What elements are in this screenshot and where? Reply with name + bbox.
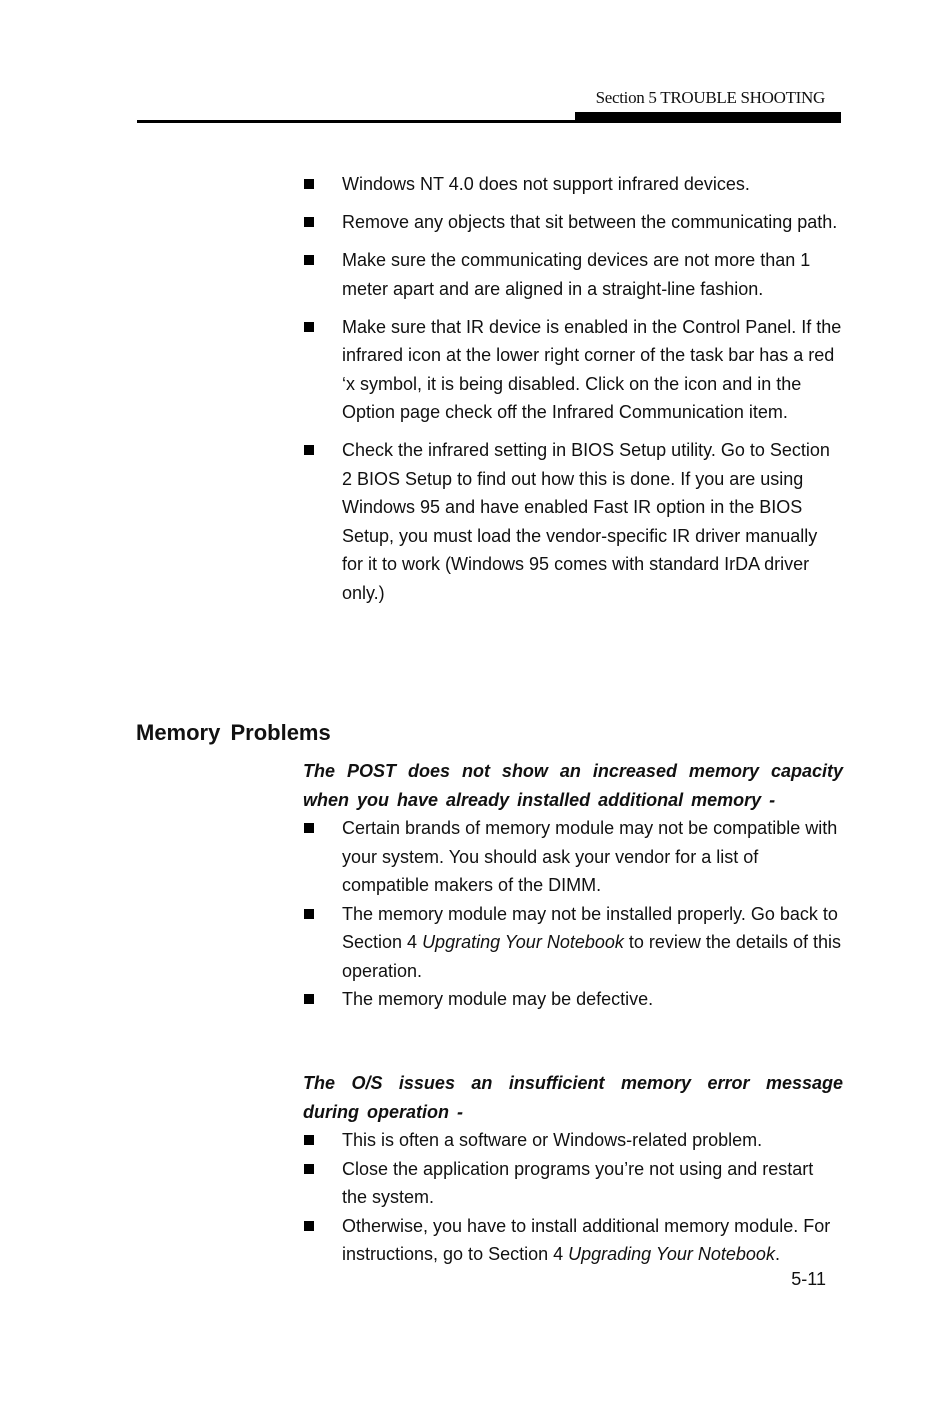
infrared-bullet-list bbox=[303, 170, 843, 607]
post-bullet-list bbox=[303, 814, 843, 1014]
list-item: This is often a software or Windows-related problem. bbox=[303, 1126, 843, 1155]
list-item: Make sure that IR device is enabled in the Control Panel. If the infrared icon at the lower right corner of the task bar has a red ‘x symbol, it is being disabled. Click on the icon and in the Option page check off the Infrared Communication item. bbox=[303, 313, 843, 427]
square-bullet-icon bbox=[304, 255, 314, 265]
square-bullet-icon bbox=[304, 217, 314, 227]
square-bullet-icon bbox=[304, 322, 314, 332]
list-item: The memory module may not be installed properly. Go back to Section 4 Upgrating Your Notebook to review the details of this operation. bbox=[303, 900, 843, 986]
page-number: 5-11 bbox=[791, 1269, 826, 1289]
square-bullet-icon bbox=[304, 909, 314, 919]
infrared-tips bbox=[303, 170, 843, 617]
header-rule-thin bbox=[137, 120, 577, 123]
list-item: Check the infrared setting in BIOS Setup utility. Go to Section 2 BIOS Setup to find out how this is done. If you are using Windows 95 and have enabled Fast IR option in the BIOS Setup, you must load the vendor-specific IR driver manually for it to work (Windows 95 comes with standard IrDA driver only.) bbox=[303, 436, 843, 607]
problem-heading-post: The POST does not show an increased memory capacity when you have already installed additional memory - bbox=[303, 761, 843, 810]
square-bullet-icon bbox=[304, 1164, 314, 1174]
os-bullet-list bbox=[303, 1126, 843, 1269]
list-item: Close the application programs you’re not using and restart the system. bbox=[303, 1155, 843, 1212]
square-bullet-icon bbox=[304, 1221, 314, 1231]
header-rule-thick bbox=[575, 112, 841, 123]
square-bullet-icon bbox=[304, 179, 314, 189]
square-bullet-icon bbox=[304, 445, 314, 455]
list-item: Make sure the communicating devices are not more than 1 meter apart and are aligned in a straight-line fashion. bbox=[303, 246, 843, 303]
memory-problems-heading: Memory Problems bbox=[136, 720, 331, 745]
list-item: Windows NT 4.0 does not support infrared devices. bbox=[303, 170, 843, 199]
section-reference: Upgrating Your Notebook bbox=[422, 932, 624, 952]
list-item: Otherwise, you have to install additional memory module. For instructions, go to Section 4 Upgrading Your Notebook. bbox=[303, 1212, 843, 1269]
problem-heading-os: The O/S issues an insufficient memory error message during operation - bbox=[303, 1073, 843, 1122]
list-item: The memory module may be defective. bbox=[303, 985, 843, 1014]
section-reference: Upgrading Your Notebook bbox=[568, 1244, 775, 1264]
memory-problem-os bbox=[303, 1069, 843, 1269]
square-bullet-icon bbox=[304, 994, 314, 1004]
list-item: Certain brands of memory module may not be compatible with your system. You should ask your vendor for a list of compatible makers of the DIMM. bbox=[303, 814, 843, 900]
list-item: Remove any objects that sit between the communicating path. bbox=[303, 208, 843, 237]
square-bullet-icon bbox=[304, 1135, 314, 1145]
running-header: Section 5 TROUBLE SHOOTING bbox=[595, 88, 825, 107]
memory-problem-post bbox=[303, 757, 843, 1014]
square-bullet-icon bbox=[304, 823, 314, 833]
